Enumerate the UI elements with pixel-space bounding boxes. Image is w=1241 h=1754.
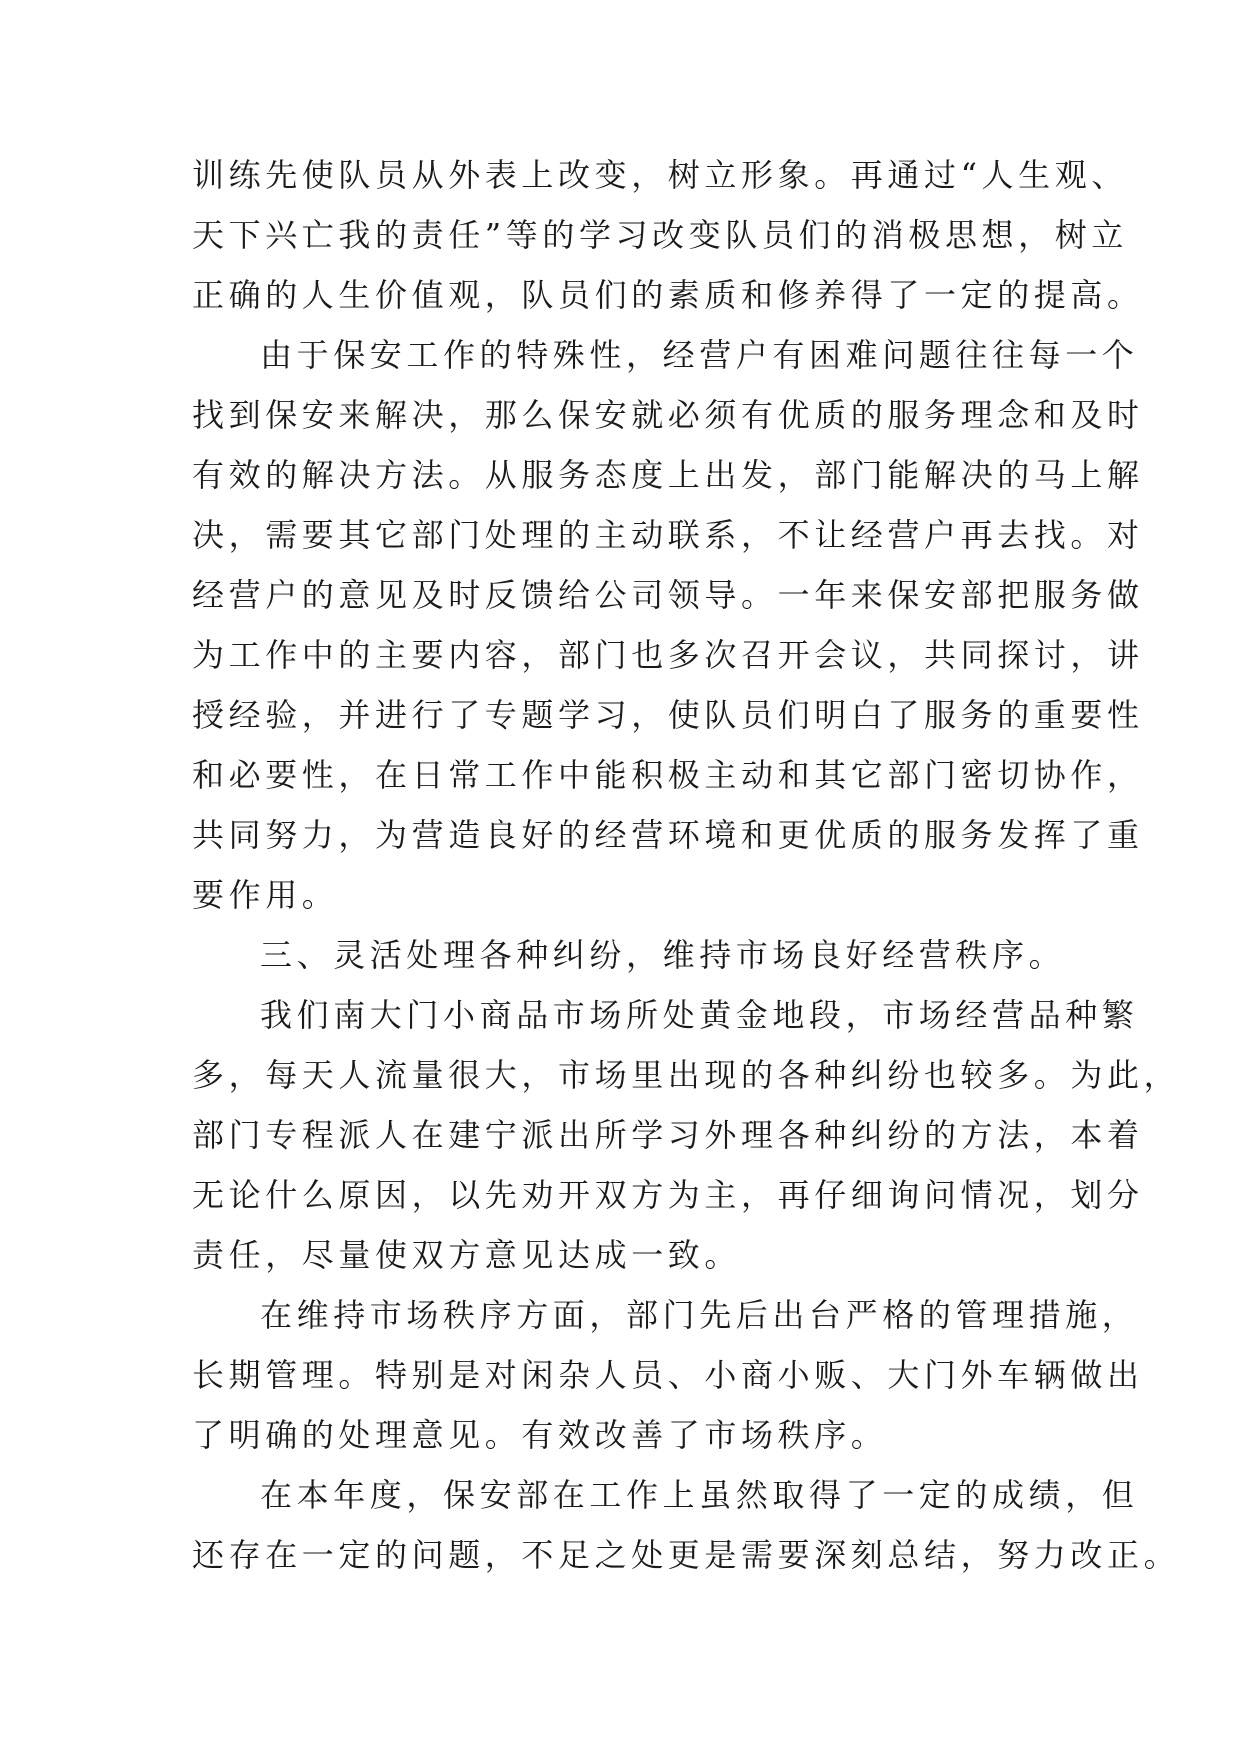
text-line: 由于保安工作的特殊性，经营户有困难问题往往每一个 xyxy=(260,336,1139,374)
text-line: 部门专程派人在建宁派出所学习外理各种纠纷的方法，本着 xyxy=(192,1116,1144,1154)
text-line: 我们南大门小商品市场所处黄金地段，市场经营品种繁 xyxy=(260,996,1139,1034)
text-line: 多，每天人流量很大，市场里出现的各种纠纷也较多。为此， xyxy=(192,1056,1181,1094)
text-line: 在维持市场秩序方面，部门先后出台严格的管理措施， xyxy=(260,1296,1139,1334)
text-line: 在本年度，保安部在工作上虽然取得了一定的成绩，但 xyxy=(260,1476,1139,1514)
section-heading: 三、灵活处理各种纠纷，维持市场良好经营秩序。 xyxy=(260,936,1066,974)
text-line: 天下兴亡我的责任”等的学习改变队员们的消极思想，树立 xyxy=(192,216,1128,254)
text-line: 无论什么原因，以先劝开双方为主，再仔细询问情况，划分 xyxy=(192,1176,1144,1214)
text-line: 授经验，并进行了专题学习，使队员们明白了服务的重要性 xyxy=(192,696,1144,734)
text-line: 为工作中的主要内容，部门也多次召开会议，共同探讨，讲 xyxy=(192,636,1144,674)
text-line: 还存在一定的问题，不足之处更是需要深刻总结，努力改正。 xyxy=(192,1536,1181,1574)
text-line: 决，需要其它部门处理的主动联系，不让经营户再去找。对 xyxy=(192,516,1144,554)
text-line: 责任，尽量使双方意见达成一致。 xyxy=(192,1236,742,1274)
text-line: 要作用。 xyxy=(192,876,339,914)
text-line: 共同努力，为营造良好的经营环境和更优质的服务发挥了重 xyxy=(192,816,1144,854)
text-line: 正确的人生价值观，队员们的素质和修养得了一定的提高。 xyxy=(192,276,1144,314)
text-line: 训练先使队员从外表上改变，树立形象。再通过“人生观、 xyxy=(192,156,1128,194)
text-line: 经营户的意见及时反馈给公司领导。一年来保安部把服务做 xyxy=(192,576,1144,614)
text-line: 有效的解决方法。从服务态度上出发，部门能解决的马上解 xyxy=(192,456,1144,494)
text-line: 和必要性，在日常工作中能积极主动和其它部门密切协作， xyxy=(192,756,1144,794)
text-line: 了明确的处理意见。有效改善了市场秩序。 xyxy=(192,1416,888,1454)
body-text xyxy=(192,145,1181,1585)
text-line: 长期管理。特别是对闲杂人员、小商小贩、大门外车辆做出 xyxy=(192,1356,1144,1394)
text-line: 找到保安来解决，那么保安就必须有优质的服务理念和及时 xyxy=(192,396,1144,434)
